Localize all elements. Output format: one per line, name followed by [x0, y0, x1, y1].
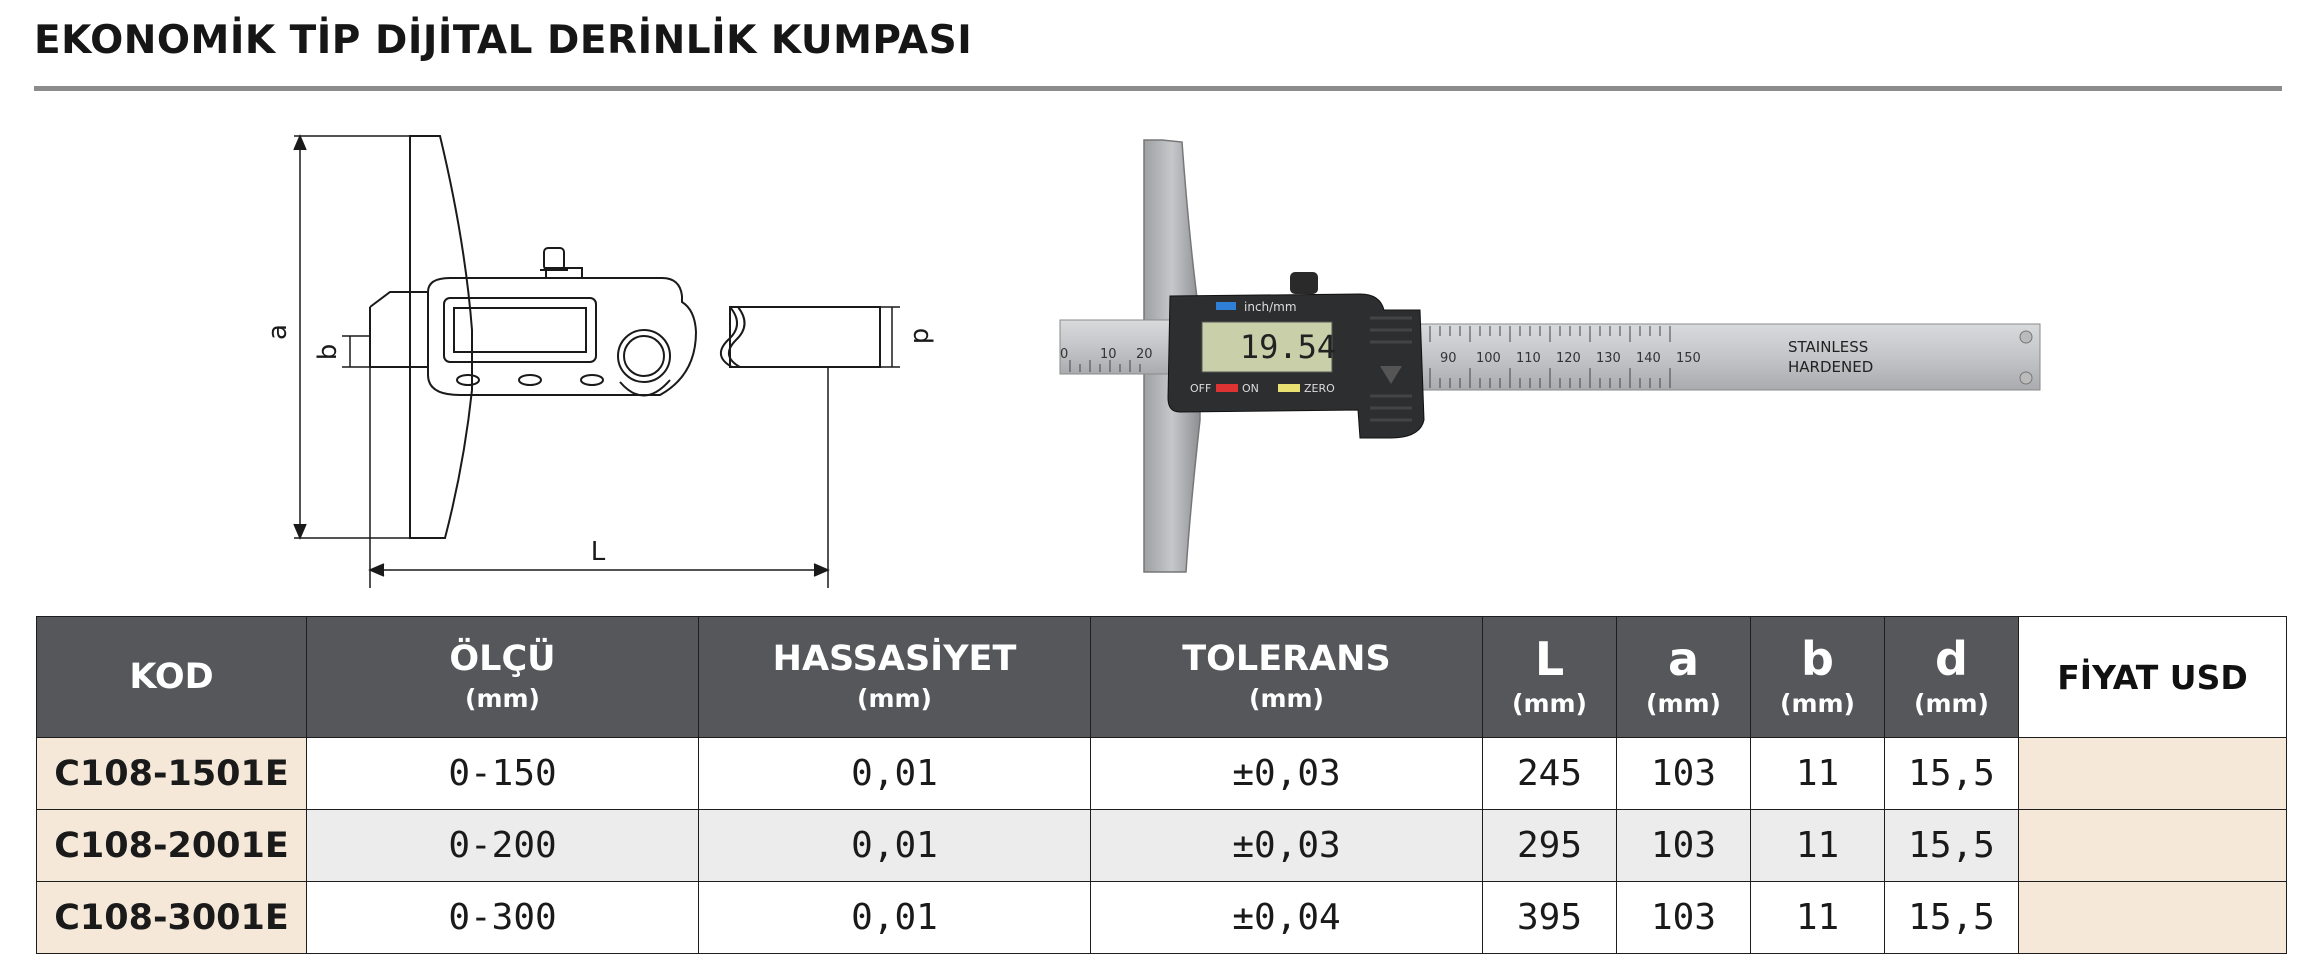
on-label: ON [1242, 382, 1259, 395]
cell-L: 245 [1483, 738, 1617, 810]
cell-hassasiyet: 0,01 [699, 882, 1091, 954]
caliper-rule-outline [730, 307, 880, 367]
cell-b: 11 [1751, 882, 1885, 954]
col-header-unit: (mm) [1914, 689, 1989, 718]
cell-L: 295 [1483, 810, 1617, 882]
col-header-unit: (mm) [1249, 684, 1324, 713]
col-header-olcu [307, 617, 699, 738]
cell-a: 103 [1617, 738, 1751, 810]
cell-a: 103 [1617, 810, 1751, 882]
lcd-reading: 19.54 [1239, 328, 1337, 366]
unit-button-label: inch/mm [1244, 300, 1297, 314]
col-header-label: d [1935, 632, 1968, 686]
col-header-label: HASSASİYET [772, 639, 1017, 679]
scale-num-140: 140 [1636, 351, 1661, 366]
cell-tolerans: ±0,04 [1091, 882, 1483, 954]
cell-tolerans: ±0,03 [1091, 738, 1483, 810]
col-header-unit: (mm) [857, 684, 932, 713]
product-photo [1040, 120, 2070, 600]
col-header-label: KOD [129, 657, 214, 697]
title-divider [34, 86, 2282, 91]
photo-rule [1420, 324, 2040, 390]
cell-kod: C108-2001E [37, 810, 307, 882]
cell-fiyat [2019, 882, 2287, 954]
col-header-label: TOLERANS [1182, 639, 1391, 679]
cell-a: 103 [1617, 882, 1751, 954]
zero-label: ZERO [1304, 382, 1335, 395]
table-row [37, 882, 2287, 954]
cell-tolerans: ±0,03 [1091, 810, 1483, 882]
scale-num-110: 110 [1516, 351, 1541, 366]
table-row [37, 738, 2287, 810]
col-header-label: ÖLÇÜ [449, 639, 556, 679]
col-header-d [1885, 617, 2019, 738]
cell-d: 15,5 [1885, 738, 2019, 810]
col-header-unit: (mm) [1512, 689, 1587, 718]
cell-b: 11 [1751, 810, 1885, 882]
col-header-hassasiyet [699, 617, 1091, 738]
spec-table [36, 616, 2287, 954]
caliper-base-outline [410, 136, 472, 538]
col-header-b [1751, 617, 1885, 738]
cell-olcu: 0-150 [307, 738, 699, 810]
cell-olcu: 0-300 [307, 882, 699, 954]
col-header-a [1617, 617, 1751, 738]
scale-num-20: 20 [1136, 347, 1153, 362]
scale-num-0: 0 [1060, 347, 1069, 362]
col-header-label: FİYAT USD [2057, 657, 2248, 697]
engraving-stainless: STAINLESS [1788, 338, 1869, 356]
cell-d: 15,5 [1885, 882, 2019, 954]
off-label: OFF [1190, 382, 1212, 395]
scale-num-10: 10 [1100, 347, 1117, 362]
col-header-unit: (mm) [465, 684, 540, 713]
dim-label-d: d [907, 327, 937, 345]
cell-hassasiyet: 0,01 [699, 810, 1091, 882]
cell-b: 11 [1751, 738, 1885, 810]
scale-num-100: 100 [1476, 351, 1501, 366]
col-header-label: L [1534, 632, 1565, 686]
scale-num-150: 150 [1676, 351, 1701, 366]
scale-num-90: 90 [1440, 351, 1457, 366]
col-header-unit: (mm) [1780, 689, 1855, 718]
dim-label-b: b [313, 343, 343, 361]
engraving-hardened: HARDENED [1788, 358, 1874, 376]
dim-label-a: a [263, 324, 293, 340]
cell-L: 395 [1483, 882, 1617, 954]
dim-label-L: L [590, 537, 606, 567]
col-header-label: a [1667, 632, 1700, 686]
col-header-unit: (mm) [1646, 689, 1721, 718]
technical-drawing [250, 120, 937, 590]
table-header-row [37, 617, 2287, 738]
cell-kod: C108-3001E [37, 882, 307, 954]
col-header-tolerans [1091, 617, 1483, 738]
cell-fiyat [2019, 810, 2287, 882]
cell-kod: C108-1501E [37, 738, 307, 810]
cell-fiyat [2019, 738, 2287, 810]
col-header-label: b [1801, 632, 1834, 686]
scale-num-130: 130 [1596, 351, 1621, 366]
cell-d: 15,5 [1885, 810, 2019, 882]
col-header-L [1483, 617, 1617, 738]
scale-num-120: 120 [1556, 351, 1581, 366]
col-header-kod [37, 617, 307, 738]
cell-olcu: 0-200 [307, 810, 699, 882]
cell-hassasiyet: 0,01 [699, 738, 1091, 810]
table-row [37, 810, 2287, 882]
page-title: EKONOMİK TİP DİJİTAL DERİNLİK KUMPASI [34, 18, 973, 63]
col-header-fiyat [2019, 617, 2287, 738]
